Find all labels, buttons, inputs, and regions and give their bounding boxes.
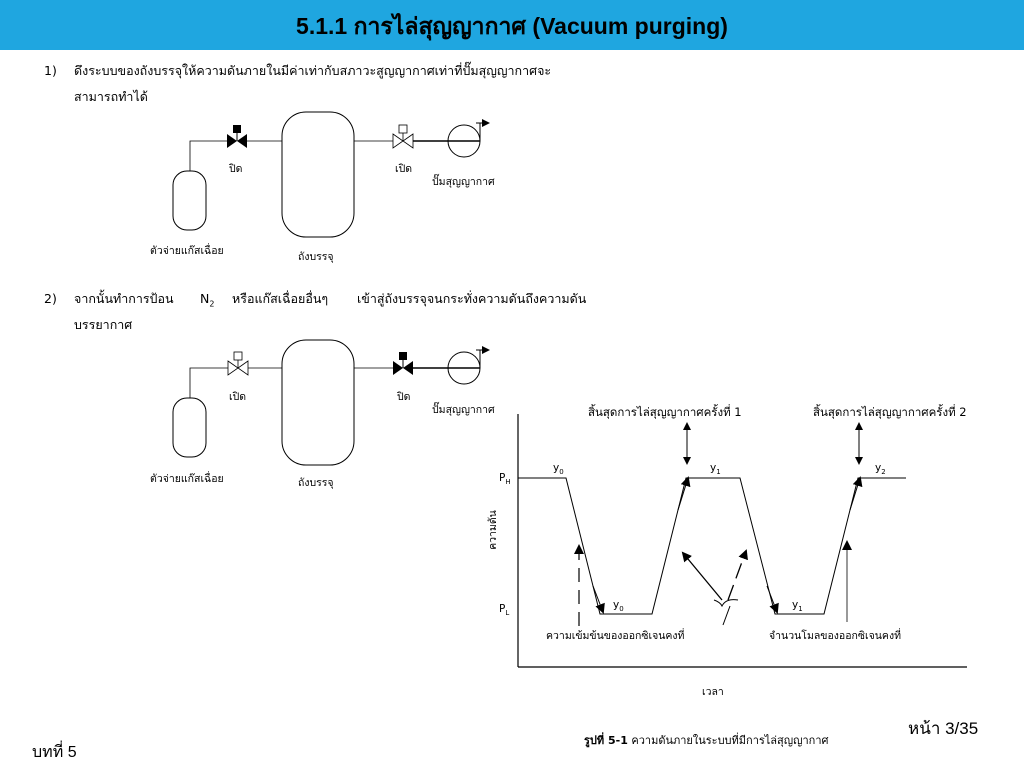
- y0-bottom-label: $y_0$: [613, 599, 624, 614]
- valve-left-label-2: เปิด: [229, 391, 247, 403]
- valve-open-icon: [228, 352, 248, 375]
- gas-supply-cylinder: [173, 171, 206, 230]
- brace: [714, 600, 738, 606]
- pump-label-1: ปั๊มสุญญากาศ: [432, 176, 495, 188]
- valve-left-label-1: ปิด: [229, 163, 243, 175]
- page-number: หน้า 3/35: [908, 719, 979, 738]
- tank-label-1: ถังบรรจุ: [298, 251, 334, 263]
- valve-right-label-2: ปิด: [397, 391, 411, 403]
- constant-concentration-label: ความเข้มข้นของออกซิเจนคงที่: [546, 630, 685, 642]
- step-1-number: 1): [44, 63, 57, 78]
- tank-vessel: [282, 112, 354, 237]
- end-label-2: สิ้นสุดการไล่สุญญากาศครั้งที่ 2: [813, 405, 967, 419]
- y1-top-label: $y_1$: [710, 462, 721, 477]
- y2-top-label: $y_2$: [875, 462, 886, 477]
- y1-bottom-label: $y_1$: [792, 599, 803, 614]
- step-2-line-1a: จากนั้นทำการป้อน: [74, 291, 174, 306]
- tank-label-2: ถังบรรจุ: [298, 477, 334, 489]
- slide-title: 5.1.1 การไล่สุญญากาศ (Vacuum purging): [296, 13, 728, 39]
- supply-line: [190, 368, 228, 398]
- valve-right-label-1: เปิด: [395, 163, 413, 175]
- supply-label-1: ตัวจ่ายแก๊สเฉื่อย: [150, 245, 224, 257]
- step-2-line-1b: หรือแก๊สเฉื่อยอื่นๆ: [232, 291, 329, 306]
- step-1-line-1: ดึงระบบของถังบรรจุให้ความดันภายในมีค่าเท่ากับสภาวะสูญญากาศเท่าที่ปั๊มสุญญากาศจะ: [74, 63, 552, 78]
- pump-label-2: ปั๊มสุญญากาศ: [432, 404, 495, 416]
- step-2-line-2: บรรยากาศ: [74, 317, 133, 332]
- supply-label-2: ตัวจ่ายแก๊สเฉื่อย: [150, 473, 224, 485]
- vacuum-pump-icon: [448, 123, 489, 157]
- valve-closed-icon: [393, 352, 413, 375]
- step-2-number: 2): [44, 291, 57, 306]
- vacuum-pump-icon: [448, 350, 489, 384]
- step-1-line-2: สามารถทำได้: [74, 89, 148, 104]
- y-axis-label: ความดัน: [487, 510, 499, 550]
- pl-label: $P_L$: [499, 603, 510, 618]
- gas-supply-cylinder: [173, 398, 206, 457]
- valve-open-icon: [393, 125, 413, 148]
- supply-line: [190, 141, 227, 171]
- ph-label: $P_H$: [499, 472, 511, 487]
- y0-top-label: $y_0$: [553, 462, 564, 477]
- figure-caption: รูปที่ 5-1 ความดันภายในระบบที่มีการไล่สุญญากาศ: [584, 734, 829, 747]
- valve-closed-icon: [227, 125, 247, 148]
- x-axis-label: เวลา: [702, 686, 724, 698]
- step-2-line-1c: เข้าสู่ถังบรรจุจนกระทั่งความดันถึงความดัน: [357, 291, 587, 306]
- tank-vessel: [282, 340, 354, 465]
- end-label-1: สิ้นสุดการไล่สุญญากาศครั้งที่ 1: [588, 405, 742, 419]
- chapter-label: บทที่ 5: [32, 744, 77, 761]
- pressure-curve: [518, 478, 906, 614]
- step-2-n2: $N_2$: [200, 291, 215, 309]
- constant-moles-label: จำนวนโมลของออกซิเจนคงที่: [769, 630, 901, 642]
